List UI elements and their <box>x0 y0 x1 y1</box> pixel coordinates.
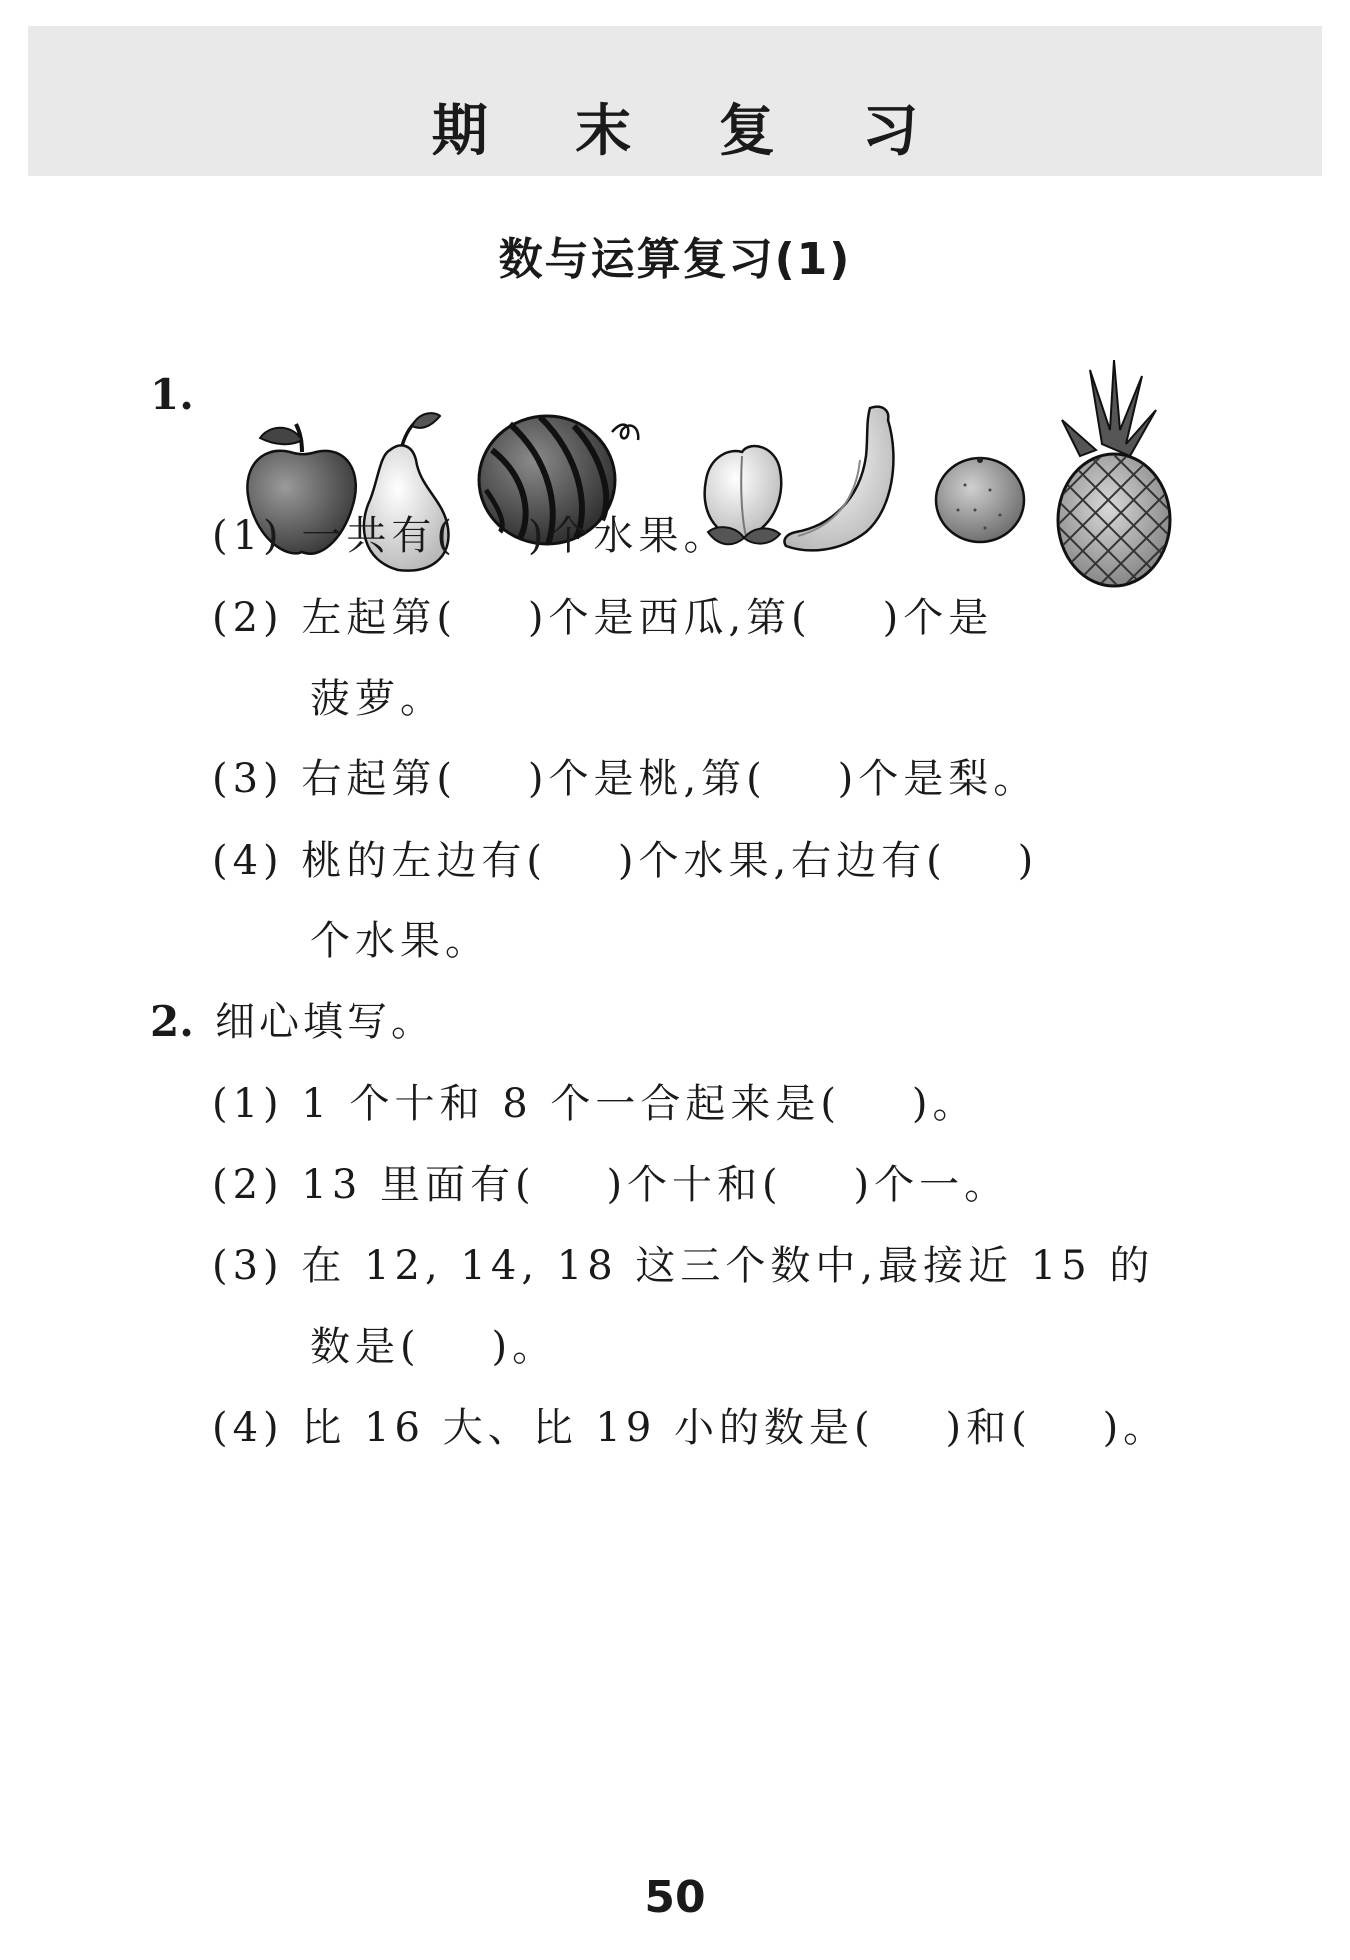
q1-item-2: (2) 左起第( )个是西瓜,第( )个是 <box>212 595 994 641</box>
q1-item-3: (3) 右起第( )个是桃,第( )个是梨。 <box>212 756 1039 802</box>
q1-item-1: (1) 一共有( )个水果。 <box>212 513 729 559</box>
q2-item-3-cont: 数是( )。 <box>310 1324 558 1370</box>
section-title: 数与运算复习(1) <box>498 234 852 285</box>
fruit-row <box>230 360 1190 600</box>
orange-icon <box>936 457 1024 542</box>
q1-item-2-cont: 菠萝。 <box>310 676 445 722</box>
q2-item-1: (1) 1 个十和 8 个一合起来是( )。 <box>212 1081 978 1127</box>
page-number: 50 <box>644 1872 706 1923</box>
question-2-title: 细心填写。 <box>215 999 435 1045</box>
q2-item-2: (2) 13 里面有( )个十和( )个一。 <box>212 1162 1010 1208</box>
q1-item-4: (4) 桃的左边有( )个水果,右边有( ) <box>212 838 1039 884</box>
question-1-number: 1. <box>150 370 194 419</box>
banana-icon <box>784 407 893 551</box>
pineapple-icon <box>1058 360 1170 586</box>
page-header-title: 期 末 复 习 <box>431 99 953 164</box>
question-2-number: 2. <box>150 997 194 1046</box>
q1-item-4-cont: 个水果。 <box>310 918 490 964</box>
q2-item-3: (3) 在 12, 14, 18 这三个数中,最接近 15 的 <box>212 1243 1155 1289</box>
q2-item-4: (4) 比 16 大、比 19 小的数是( )和( )。 <box>212 1405 1169 1451</box>
